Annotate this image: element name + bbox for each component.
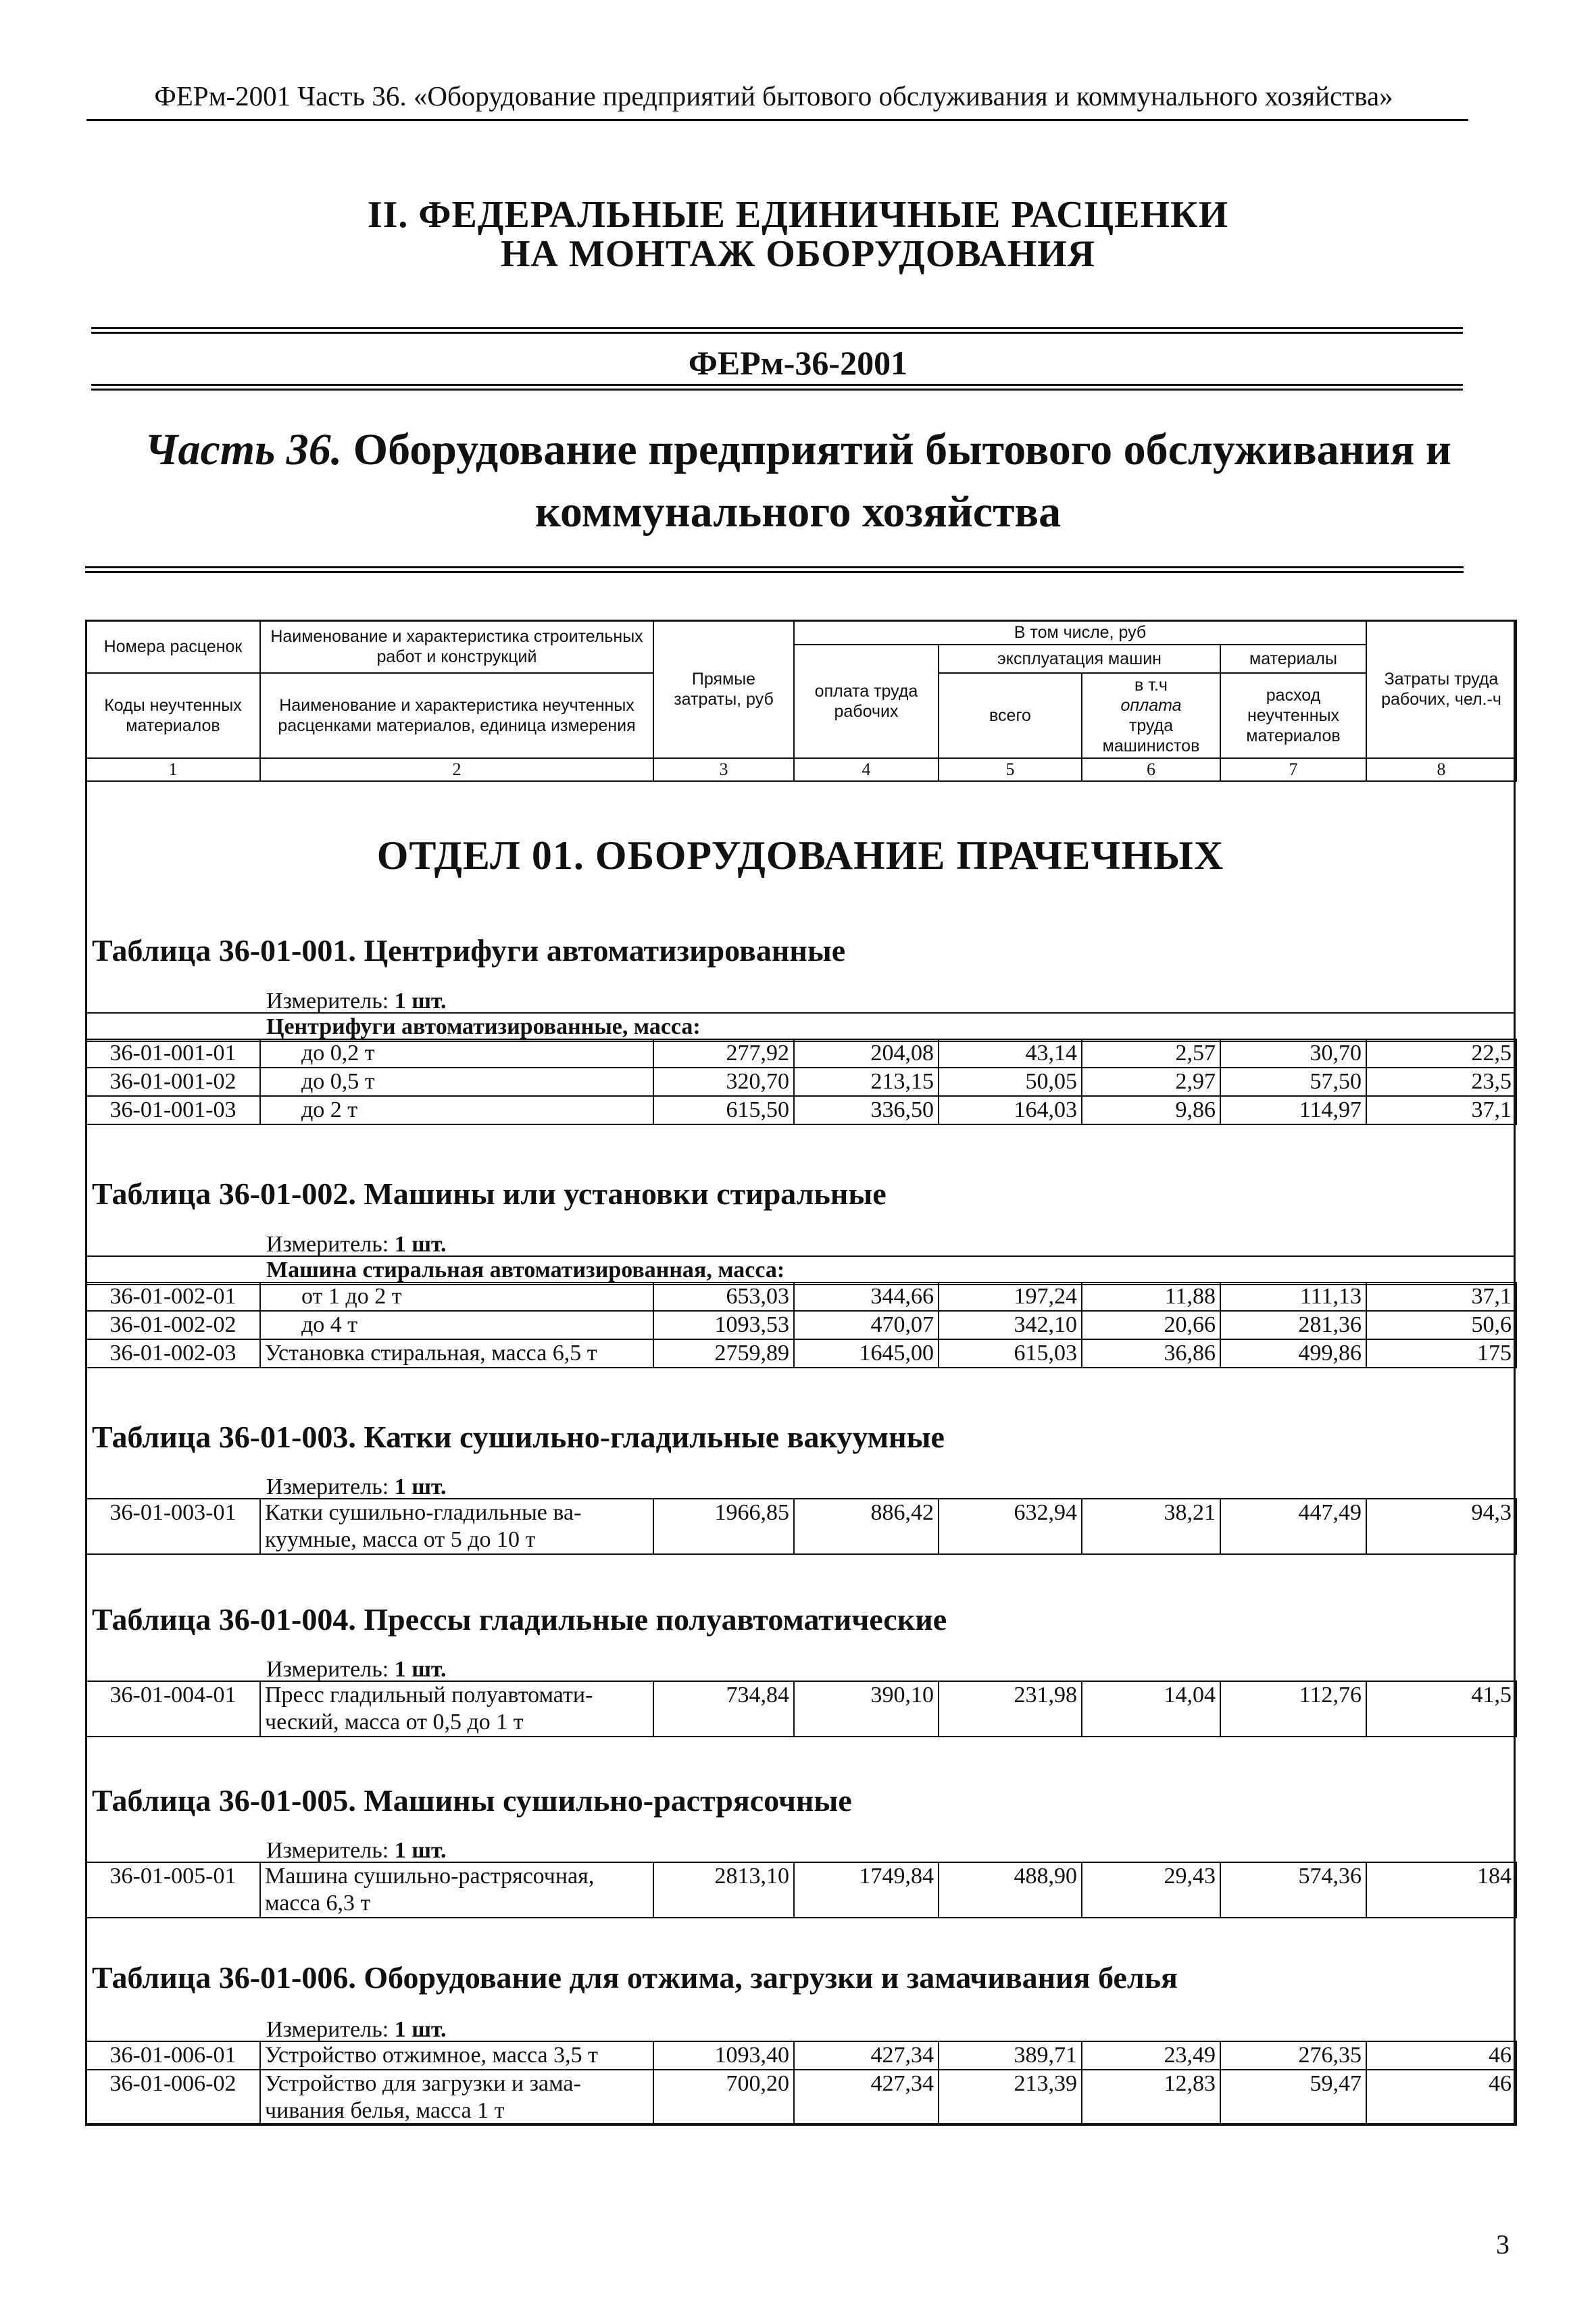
cell-operators: 29,43 <box>1082 1862 1220 1918</box>
cell-code: 36-01-001-01 <box>86 1039 260 1068</box>
measure-label: Измеритель: <box>266 1838 389 1863</box>
cell-direct: 2759,89 <box>653 1339 794 1368</box>
table-row <box>86 1068 1516 1096</box>
part-title-text: Оборудование предприятий бытового обслуживания и <box>353 425 1451 474</box>
table-row <box>86 1096 1516 1124</box>
cell-code: 36-01-002-03 <box>86 1339 260 1368</box>
column-header <box>85 620 1517 782</box>
table-row <box>86 1311 1516 1339</box>
cell-materials: 574,36 <box>1220 1862 1366 1918</box>
col-num-6: 6 <box>1082 758 1220 781</box>
cell-name: Установка стиральная, масса 6,5 т <box>260 1339 653 1368</box>
col-num-4: 4 <box>794 758 939 781</box>
table-row <box>86 1039 1516 1068</box>
cell-labor: 204,08 <box>794 1039 939 1068</box>
cell-labor: 427,34 <box>794 2070 939 2125</box>
measure-label: Измеритель: <box>266 989 389 1014</box>
cell-materials: 59,47 <box>1220 2070 1366 2125</box>
cell-labor: 886,42 <box>794 1499 939 1554</box>
rate-table <box>85 1681 1517 1737</box>
cell-labor: 427,34 <box>794 2041 939 2070</box>
cell-machines: 43,14 <box>939 1039 1082 1068</box>
measure-unit <box>266 2017 447 2043</box>
cell-direct: 1093,40 <box>653 2041 794 2070</box>
col2-bottom: Наименование и характеристика неучтенных расценками материалов, единица измерения <box>260 673 653 758</box>
col1-bottom: Коды неучтенных материалов <box>86 673 260 758</box>
materials-header: материалы <box>1220 645 1366 673</box>
cell-machines: 213,39 <box>939 2070 1082 2125</box>
cell-hours: 37,1 <box>1366 1283 1516 1311</box>
cell-hours: 94,3 <box>1366 1499 1516 1554</box>
rate-table <box>85 1039 1517 1125</box>
machines-header: эксплуатация машин <box>939 645 1220 673</box>
col-num-7: 7 <box>1220 758 1366 781</box>
measure-label: Измеритель: <box>266 1232 389 1257</box>
measure-value: 1 шт. <box>394 1838 447 1863</box>
col-num-8: 8 <box>1366 758 1516 781</box>
col-num-1: 1 <box>86 758 260 781</box>
table-row <box>86 1499 1516 1554</box>
part-label: Часть 36. <box>145 425 343 474</box>
subheading-row <box>85 1012 1516 1042</box>
cell-hours: 46 <box>1366 2041 1516 2070</box>
cell-materials: 57,50 <box>1220 1068 1366 1096</box>
cell-hours: 46 <box>1366 2070 1516 2125</box>
measure-value: 1 шт. <box>394 1657 447 1682</box>
cell-hours: 184 <box>1366 1862 1516 1918</box>
measure-value: 1 шт. <box>394 1232 447 1257</box>
cell-direct: 277,92 <box>653 1039 794 1068</box>
cell-name: Катки сушильно-гладильные ва-куумные, масса от 5 до 10 т <box>260 1499 653 1554</box>
col-num-2: 2 <box>260 758 653 781</box>
cell-machines: 164,03 <box>939 1096 1082 1124</box>
section-title-line1: II. ФЕДЕРАЛЬНЫЕ ЕДИНИЧНЫЕ РАСЦЕНКИ <box>367 194 1229 236</box>
cell-labor: 1749,84 <box>794 1862 939 1918</box>
table-subheading: Центрифуги автоматизированные, масса: <box>85 1013 1516 1041</box>
table-row <box>86 2070 1516 2125</box>
cell-name: от 1 до 2 т <box>260 1283 653 1311</box>
cell-materials: 447,49 <box>1220 1499 1366 1554</box>
cell-hours: 37,1 <box>1366 1096 1516 1124</box>
measure-unit <box>266 1232 447 1258</box>
double-rule-bottom <box>91 384 1463 391</box>
cell-name: Устройство для загрузки и зама-чивания белья, масса 1 т <box>260 2070 653 2125</box>
cell-operators: 2,97 <box>1082 1068 1220 1096</box>
col1-top: Номера расценок <box>86 620 260 673</box>
table-title: Таблица 36-01-005. Машины сушильно-растрясочные <box>92 1783 852 1818</box>
cell-materials: 30,70 <box>1220 1039 1366 1068</box>
col3-direct-costs: Прямые затраты, руб <box>653 620 794 758</box>
cell-labor: 1645,00 <box>794 1339 939 1368</box>
cell-direct: 2813,10 <box>653 1862 794 1918</box>
measure-unit <box>266 1838 447 1864</box>
cell-name: до 2 т <box>260 1096 653 1124</box>
col4-labor-pay: оплата труда рабочих <box>794 645 939 758</box>
incl-header: В том числе, руб <box>794 620 1366 645</box>
cell-hours: 22,5 <box>1366 1039 1516 1068</box>
section-title-line2: НА МОНТАЖ ОБОРУДОВАНИЯ <box>500 233 1096 275</box>
cell-machines: 389,71 <box>939 2041 1082 2070</box>
cell-operators: 2,57 <box>1082 1039 1220 1068</box>
cell-name: до 0,5 т <box>260 1068 653 1096</box>
col5-total: всего <box>939 673 1082 758</box>
cell-code: 36-01-005-01 <box>86 1862 260 1918</box>
cell-machines: 488,90 <box>939 1862 1082 1918</box>
cell-code: 36-01-001-03 <box>86 1096 260 1124</box>
table-row <box>86 1283 1516 1311</box>
table-row <box>86 1339 1516 1368</box>
table-subheading: Машина стиральная автоматизированная, масса: <box>85 1256 1516 1285</box>
cell-name: Устройство отжимное, масса 3,5 т <box>260 2041 653 2070</box>
page-number: 3 <box>1496 2229 1510 2260</box>
cell-direct: 1966,85 <box>653 1499 794 1554</box>
doc-code: ФЕРм-36-2001 <box>688 344 908 382</box>
cell-operators: 12,83 <box>1082 2070 1220 2125</box>
cell-direct: 1093,53 <box>653 1311 794 1339</box>
table-title: Таблица 36-01-004. Прессы гладильные полуавтоматические <box>92 1602 947 1637</box>
col8-labor-hours: Затраты труда рабочих, чел.-ч <box>1366 620 1516 758</box>
rate-table <box>85 1498 1517 1555</box>
cell-operators: 23,49 <box>1082 2041 1220 2070</box>
cell-code: 36-01-002-01 <box>86 1283 260 1311</box>
col6-operators: в т.ч оплата труда машинистов <box>1082 673 1220 758</box>
cell-machines: 197,24 <box>939 1283 1082 1311</box>
header-rule <box>86 119 1468 121</box>
cell-hours: 50,6 <box>1366 1311 1516 1339</box>
cell-operators: 11,88 <box>1082 1283 1220 1311</box>
measure-unit <box>266 1657 447 1683</box>
cell-operators: 20,66 <box>1082 1311 1220 1339</box>
cell-name: Машина сушильно-растрясочная, масса 6,3 т <box>260 1862 653 1918</box>
cell-labor: 336,50 <box>794 1096 939 1124</box>
cell-direct: 615,50 <box>653 1096 794 1124</box>
cell-hours: 41,5 <box>1366 1681 1516 1737</box>
cell-machines: 342,10 <box>939 1311 1082 1339</box>
cell-operators: 38,21 <box>1082 1499 1220 1554</box>
cell-machines: 632,94 <box>939 1499 1082 1554</box>
running-header: ФЕРм-2001 Часть 36. «Оборудование предприятий бытового обслуживания и коммунального хозяйства» <box>154 80 1393 111</box>
measure-value: 1 шт. <box>394 2017 447 2042</box>
cell-code: 36-01-002-02 <box>86 1311 260 1339</box>
cell-materials: 276,35 <box>1220 2041 1366 2070</box>
table-row <box>86 1681 1516 1737</box>
col7-materials-use: расход неучтенных материалов <box>1220 673 1366 758</box>
part-rule <box>85 566 1464 573</box>
measure-unit <box>266 1474 447 1500</box>
cell-hours: 175 <box>1366 1339 1516 1368</box>
department-title: ОТДЕЛ 01. ОБОРУДОВАНИЕ ПРАЧЕЧНЫХ <box>376 833 1224 878</box>
rate-table <box>85 1282 1517 1368</box>
cell-name: до 0,2 т <box>260 1039 653 1068</box>
table-row <box>86 1862 1516 1918</box>
cell-code: 36-01-004-01 <box>86 1681 260 1737</box>
cell-materials: 114,97 <box>1220 1096 1366 1124</box>
cell-code: 36-01-001-02 <box>86 1068 260 1096</box>
cell-materials: 112,76 <box>1220 1681 1366 1737</box>
cell-labor: 344,66 <box>794 1283 939 1311</box>
measure-label: Измеритель: <box>266 2017 389 2042</box>
cell-name: до 4 т <box>260 1311 653 1339</box>
part-title-line2: коммунального хозяйства <box>534 487 1062 537</box>
table-title: Таблица 36-01-002. Машины или установки стиральные <box>92 1176 887 1211</box>
cell-code: 36-01-006-01 <box>86 2041 260 2070</box>
cell-labor: 390,10 <box>794 1681 939 1737</box>
table-title: Таблица 36-01-003. Катки сушильно-гладильные вакуумные <box>92 1420 945 1454</box>
cell-code: 36-01-006-02 <box>86 2070 260 2125</box>
cell-materials: 499,86 <box>1220 1339 1366 1368</box>
col-num-5: 5 <box>939 758 1082 781</box>
cell-labor: 470,07 <box>794 1311 939 1339</box>
cell-direct: 734,84 <box>653 1681 794 1737</box>
col-num-3: 3 <box>653 758 794 781</box>
cell-code: 36-01-003-01 <box>86 1499 260 1554</box>
cell-materials: 281,36 <box>1220 1311 1366 1339</box>
cell-machines: 50,05 <box>939 1068 1082 1096</box>
measure-label: Измеритель: <box>266 1657 389 1682</box>
cell-direct: 320,70 <box>653 1068 794 1096</box>
cell-hours: 23,5 <box>1366 1068 1516 1096</box>
measure-unit <box>266 989 447 1014</box>
cell-direct: 653,03 <box>653 1283 794 1311</box>
double-rule-top <box>91 327 1463 334</box>
table-row <box>86 2041 1516 2070</box>
cell-machines: 615,03 <box>939 1339 1082 1368</box>
col2-top: Наименование и характеристика строительных работ и конструкций <box>260 620 653 673</box>
subheading-row <box>85 1255 1516 1285</box>
table-title: Таблица 36-01-001. Центрифуги автоматизированные <box>92 933 846 968</box>
cell-operators: 9,86 <box>1082 1096 1220 1124</box>
cell-machines: 231,98 <box>939 1681 1082 1737</box>
measure-value: 1 шт. <box>394 1474 447 1499</box>
part-title-line1 <box>81 418 1515 482</box>
cell-direct: 700,20 <box>653 2070 794 2125</box>
cell-labor: 213,15 <box>794 1068 939 1096</box>
cell-operators: 36,86 <box>1082 1339 1220 1368</box>
measure-value: 1 шт. <box>394 989 447 1014</box>
table-title: Таблица 36-01-006. Оборудование для отжима, загрузки и замачивания белья <box>92 1960 1178 1995</box>
cell-name: Пресс гладильный полуавтомати-ческий, масса от 0,5 до 1 т <box>260 1681 653 1737</box>
measure-label: Измеритель: <box>266 1474 389 1499</box>
cell-materials: 111,13 <box>1220 1283 1366 1311</box>
rate-table <box>85 1862 1517 1918</box>
cell-operators: 14,04 <box>1082 1681 1220 1737</box>
rate-table <box>85 2041 1517 2126</box>
